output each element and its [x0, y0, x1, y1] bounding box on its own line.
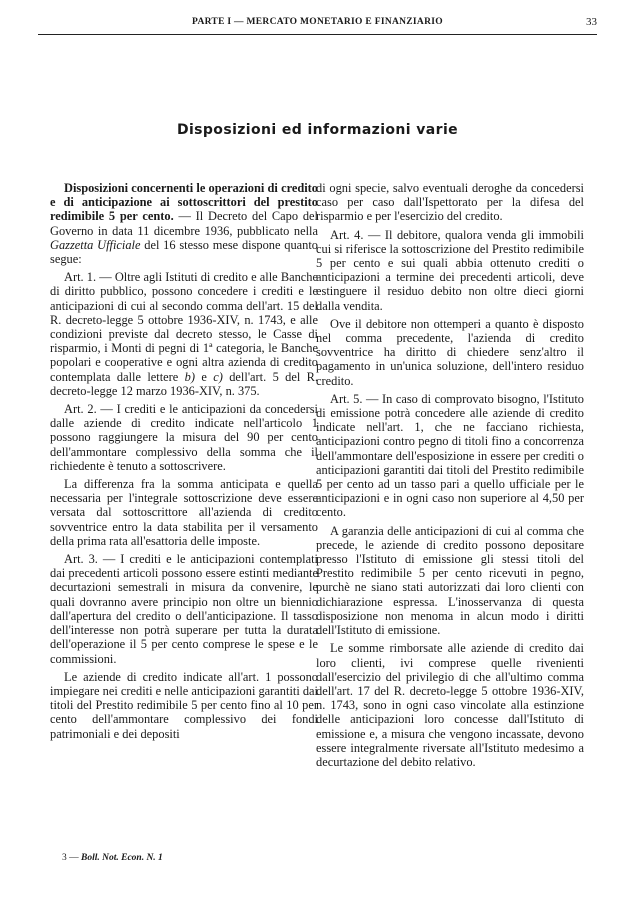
- running-header: [38, 14, 597, 35]
- article-3: Art. 3. — I crediti e le anticipazioni contemplati dai precedenti articoli possono essere estinti mediante decurtazioni semestrali in misura da convenire, le quali dovranno avere principio non oltre un biennio dall'apertura del credito o dell'anticipazione. Il tasso dell'interesse non potrà superare per tutta la durata dell'operazione il 5 per cento comprese le spese e le commissioni.: [50, 552, 318, 666]
- article-1-text: Art. 1. — Oltre agli Istituti di credito e alle Banche di diritto pubblico, possono concedere i crediti e le anticipazioni di cui al secondo comma dell'art. 15 del R. decreto-legge 5 ottobre 1936-XIV, n. 1743, e alle condizioni previste dal decreto stesso, le Casse di risparmio, i Monti di pegni di 1ª categoria, le Banche popolari e cooperative e ogni altra azienda di credito contemplata dalle lettere: [50, 270, 318, 384]
- article-5-paragraph-3: Le somme rimborsate alle aziende di credito dai loro clienti, ivi comprese quelle rivenienti dall'esercizio del privilegio di che all'ultimo comma dell'art. 17 del R. decreto-legge 5 ottobre 1936-XIV, n. 1743, sono in ogni caso vincolate alla estinzione delle anticipazioni loro concesse dall'Istituto di emissione e, a misura che vengono incassate, devono essere integralmente riversate all'Istituto medesimo a decurtazione del debito relativo.: [316, 641, 584, 769]
- footer-signature: [62, 853, 163, 863]
- header-title: PARTE I — MERCATO MONETARIO E FINANZIARIO: [192, 17, 443, 27]
- article-3-continuation: di ogni specie, salvo eventuali deroghe da concedersi caso per caso dall'Ispettorato per la difesa del risparmio e per l'esercizio del credito.: [316, 181, 584, 224]
- article-2-text-cont: possono raggiungere la misura del 90 per cento dell'ammontare complessivo della somma che il richiedente è tenuto a sottoscrivere.: [50, 430, 318, 473]
- article-1: [50, 270, 318, 398]
- footer-number: 3 —: [62, 853, 81, 863]
- footer-journal: Boll. Not. Econ. N. 1: [81, 853, 163, 863]
- article-5: Art. 5. — In caso di comprovato bisogno, l'Istituto di emissione potrà concedere alle aziende di credito indicate nell'art. 1, che ne facciano richiesta, anticipazioni contro pegno di titoli fino a concorrenza dell'ammontare dell'esposizione in essere per crediti o anticipazioni garantiti dai titoli del Prestito redimibile 5 per cento ad un tasso pari a quello ufficiale per le anticipazioni e in ogni caso non superiore al 4,50 per cento.: [316, 391, 584, 520]
- article-2: [50, 402, 318, 473]
- intro-text-1: — Il Decreto del Capo del Governo in data 11 dicembre 1936, pubblicato nella: [50, 209, 318, 238]
- article-5-paragraph-2: A garanzia delle anticipazioni di cui al comma che precede, le aziende di credito possono depositare presso l'Istituto di emissione gli stessi titoli del Prestito redimibile 5 per cento ricevuti in pegno, purchè ne siano stati autorizzati dai loro clienti con dichiarazione espressa. L'inosservanza di questa disposizione non menoma in alcun modo i diritti dell'Istituto di emissione.: [316, 523, 584, 638]
- letter-b: b): [184, 369, 195, 384]
- intro-heading: Disposizioni concernenti le operazioni di credito e di anticipazione ai sottoscrittori del prestito redimibile 5 per cento.: [50, 181, 318, 224]
- article-2-paragraph-2: La differenza fra la somma anticipata e quella necessaria per l'integrale sottoscrizione deve essere versata dal sottoscrittore all'azienda di credito sovventrice entro la data stabilita per il versamento della prima rata all'esattoria delle imposte.: [50, 477, 318, 548]
- article-3-paragraph-2: Le aziende di credito indicate all'art. 1 possono impiegare nei crediti e nelle anticipazioni garantiti dai titoli del Prestito redimibile 5 per cento fino al 10 per cento dell'ammontare complessivo dei fondi patrimoniali e dei depositi: [50, 669, 319, 741]
- section-title: Disposizioni ed informazioni varie: [176, 122, 459, 138]
- right-column: [316, 181, 584, 773]
- article-1-conj: e: [195, 369, 214, 384]
- article-4-paragraph-2: Ove il debitore non ottemperi a quanto è disposto nel comma precedente, l'azienda di credito sovventrice ha diritto di chiedere senz'altro il pagamento in un'unica soluzione, dell'intero residuo credito.: [316, 316, 584, 388]
- article-1-end: dell'art. 5 del R. decreto-legge 12 marzo 1936-XIV, n. 375.: [50, 369, 318, 398]
- intro-text-2: del 16 stesso mese dispone quanto segue:: [50, 237, 318, 267]
- article-4: Art. 4. — Il debitore, qualora venda gli immobili cui si riferisce la sottoscrizione del Prestito redimibile 5 per cento e sui quali abbia ottenuto crediti o anticipazioni a termine dei precedenti articoli, deve estinguere il residuo debito non oltre dieci giorni dalla vendita.: [316, 227, 584, 313]
- page-number: 33: [586, 16, 597, 28]
- article-2-text: Art. 2. — I crediti e le anticipazioni da concedersi dalle aziende di credito indicate nell'articolo 1: [50, 402, 318, 431]
- left-column: [50, 181, 318, 745]
- gazette-title: Gazzetta Ufficiale: [50, 237, 141, 252]
- letter-c: c): [213, 369, 223, 384]
- intro-paragraph: [50, 181, 318, 266]
